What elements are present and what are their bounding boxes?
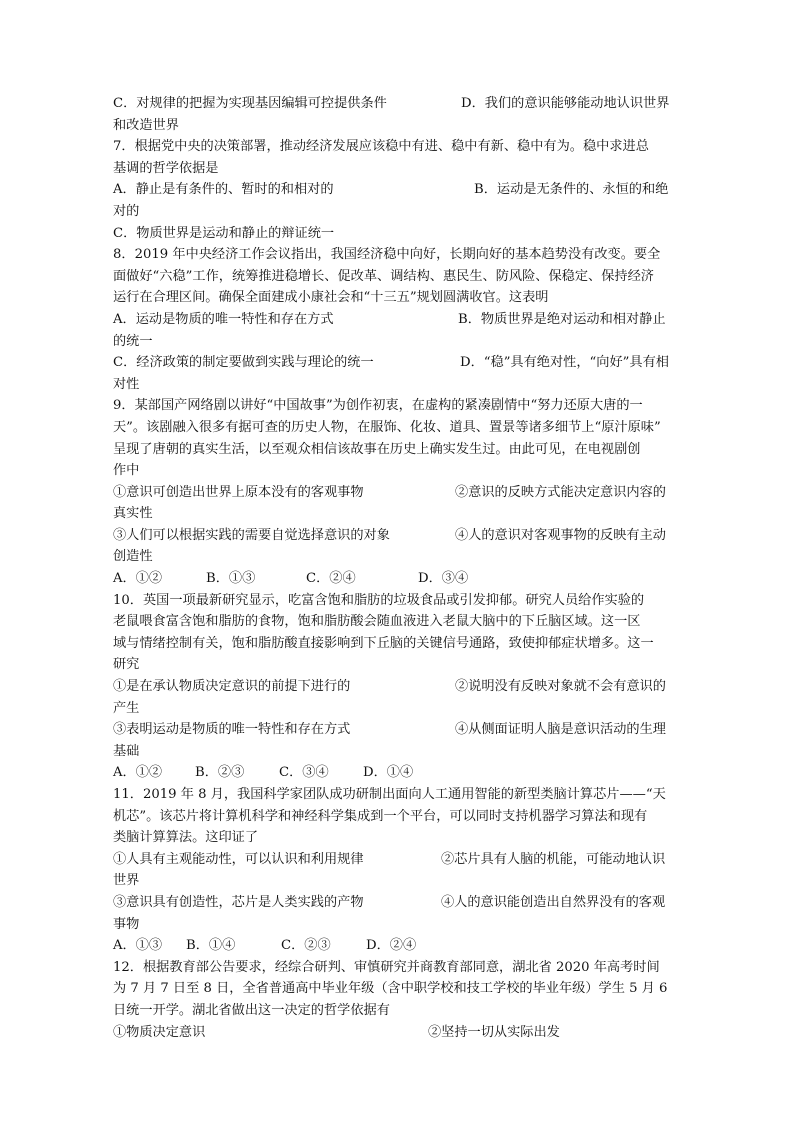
text-line: 和改造世界 — [113, 117, 179, 133]
text-line: 作中 — [113, 463, 140, 479]
question-11: 11．2019 年 8 月，我国科学家团队成功研制出面向人工通用智能的新型类脑计算芯片——“天 — [113, 787, 666, 802]
answer-options — [113, 935, 685, 957]
question-7: 7．根据党中央的决策部署，推动经济发展应该稳中有进、稳中有新、稳中有为。稳中求进总 — [113, 139, 649, 155]
statement-4: ④人的意识能创造出自然界没有的客观 — [441, 894, 666, 910]
exam-page — [113, 93, 685, 1043]
statement-1: ①物质决定意识 — [113, 1024, 206, 1040]
text-line: 运行在合理区间。确保全面建成小康社会和“十三五”规划圆满收官。这表明 — [113, 290, 549, 306]
statement-2: ②说明没有反映对象就不会有意识的 — [455, 679, 666, 695]
answer-option: C．②④ — [306, 571, 356, 587]
option-c: C．物质世界是运动和静止的辩证统一 — [113, 225, 335, 241]
text-line: 面做好“六稳”工作，统筹推进稳增长、促改革、调结构、惠民生、防风险、保稳定、保持经济 — [113, 268, 654, 284]
text-line — [113, 849, 685, 871]
answer-option: B．②③ — [195, 765, 245, 781]
statement-2: ②芯片具有人脑的机能，可能动地认识 — [441, 851, 666, 867]
option-b: B．运动是无条件的、永恒的和绝 — [474, 182, 669, 198]
text-line: 产生 — [113, 700, 140, 716]
text-line — [113, 309, 685, 331]
answer-options — [113, 568, 685, 590]
option-c: C．经济政策的制定要做到实践与理论的统一 — [113, 355, 374, 371]
text-line: 真实性 — [113, 506, 153, 522]
text-line: 老鼠喂食富含饱和脂肪的食物，饱和脂肪酸会随血液进入老鼠大脑中的下丘脑区域。这一区 — [113, 614, 641, 630]
text-line — [113, 482, 685, 504]
answer-option: B．①③ — [206, 571, 256, 587]
text-line: 呈现了唐朝的真实生活，以至观众相信该故事在历史上确实发生过。由此可见，在电视剧创 — [113, 441, 641, 457]
text-line — [113, 719, 685, 741]
statement-4: ④从侧面证明人脑是意识活动的生理 — [455, 722, 666, 738]
option-d: D．“稳”具有绝对性，“向好”具有相 — [460, 355, 669, 371]
answer-option: B．①④ — [186, 938, 236, 954]
statement-3: ③表明运动是物质的唯一特性和存在方式 — [113, 722, 351, 738]
statement-4: ④人的意识对客观事物的反映有主动 — [455, 527, 666, 543]
answer-option: C．②③ — [281, 938, 331, 954]
text-line: 类脑计算算法。这印证了 — [113, 830, 259, 846]
statement-1: ①是在承认物质决定意识的前提下进行的 — [113, 679, 351, 695]
text-line — [113, 352, 685, 374]
answer-option: C．③④ — [279, 765, 329, 781]
option-a: A．静止是有条件的、暂时的和相对的 — [113, 182, 334, 198]
option-d: D．我们的意识能够能动地认识世界 — [461, 96, 670, 111]
text-line — [113, 1022, 685, 1044]
text-line: 对性 — [113, 376, 140, 392]
answer-option: A．①② — [113, 571, 163, 587]
statement-2: ②坚持一切从实际出发 — [428, 1024, 560, 1040]
statement-3: ③意识具有创造性，芯片是人类实践的产物 — [113, 894, 364, 910]
text-line — [113, 179, 685, 201]
text-line: 基调的哲学依据是 — [113, 160, 219, 176]
text-line: 研究 — [113, 657, 140, 673]
statement-1: ①意识可创造出世界上原本没有的客观事物 — [113, 484, 364, 500]
text-line — [113, 676, 685, 698]
text-line: 天”。该剧融入很多有据可查的历史人物，在服饰、化妆、道具、置景等诸多细节上“原汁原味” — [113, 419, 661, 435]
text-line: 世界 — [113, 873, 140, 889]
question-10: 10．英国一项最新研究显示，吃富含饱和脂肪的垃圾食品或引发抑郁。研究人员给作实验的 — [113, 592, 645, 608]
text-line: 对的 — [113, 203, 140, 219]
question-8: 8．2019 年中央经济工作会议指出，我国经济稳中向好，长期向好的基本趋势没有改变。要全 — [113, 247, 661, 263]
text-line — [113, 892, 685, 914]
answer-option: D．①④ — [363, 765, 414, 781]
question-12: 12．根据教育部公告要求，经综合研判、审慎研究并商教育部同意，湖北省 2020 年高考时间 — [113, 959, 660, 975]
option-b: B．物质世界是绝对运动和相对静止 — [458, 311, 666, 327]
answer-option: D．③④ — [418, 571, 469, 587]
answer-option: A．①③ — [113, 938, 163, 954]
text-line — [113, 93, 685, 115]
answer-option: D．②④ — [366, 938, 417, 954]
answer-options — [113, 762, 685, 784]
text-line: 域与情绪控制有关，饱和脂肪酸直接影响到下丘脑的关键信号通路，致使抑郁症状增多。这一 — [113, 635, 654, 651]
question-9: 9．某部国产网络剧以讲好“中国故事”为创作初衷，在虚构的紧凑剧情中“努力还原大唐的一 — [113, 398, 643, 414]
text-line: 机芯”。该芯片将计算机科学和神经科学集成到一个平台，可以同时支持机器学习算法和现有 — [113, 808, 648, 824]
statement-2: ②意识的反映方式能决定意识内容的 — [455, 484, 666, 500]
option-c: C．对规律的把握为实现基因编辑可控提供条件 — [113, 96, 387, 111]
text-line — [113, 525, 685, 547]
text-line: 事物 — [113, 916, 140, 932]
text-line: 为 7 月 7 日至 8 日，全省普通高中毕业年级（含中职学校和技工学校的毕业年级）学生 5 月 6 — [113, 981, 668, 997]
text-line: 基础 — [113, 743, 140, 759]
option-a: A．运动是物质的唯一特性和存在方式 — [113, 311, 334, 327]
answer-option: A．①② — [113, 765, 163, 781]
statement-3: ③人们可以根据实践的需要自觉选择意识的对象 — [113, 527, 390, 543]
statement-1: ①人具有主观能动性，可以认识和利用规律 — [113, 851, 364, 867]
text-line: 日统一开学。湖北省做出这一决定的哲学依据有 — [113, 1002, 390, 1018]
text-line: 创造性 — [113, 549, 153, 565]
text-line: 的统一 — [113, 333, 153, 349]
